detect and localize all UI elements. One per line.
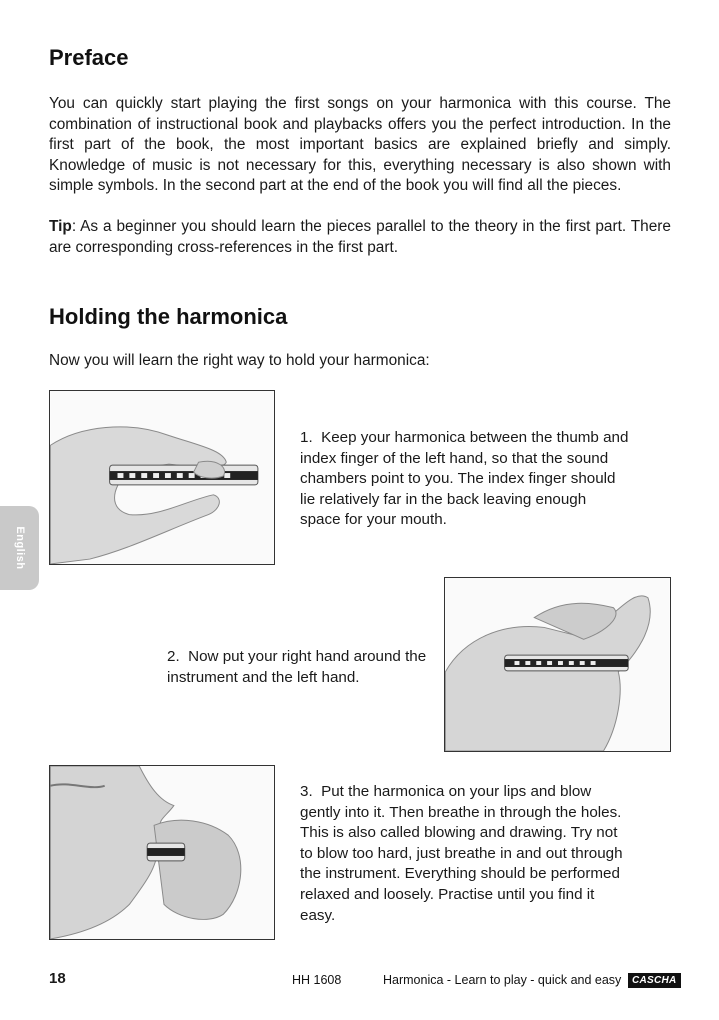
hand-harmonica-illustration [50,391,274,564]
side-tab-label: English [13,526,26,570]
holding-heading: Holding the harmonica [49,304,288,329]
page-number: 18 [49,970,66,987]
photo-playing [49,765,275,940]
holding-intro: Now you will learn the right way to hold your harmonica: [49,352,430,369]
preface-heading: Preface [49,45,129,70]
step-2-text: 2. Now put your right hand around the instrument and the left hand. [167,648,427,686]
preface-paragraph: You can quickly start playing the first songs on your harmonica with this course. The combination of instructional book and playbacks offers you the perfect introduction. In the first part of the book, the most important basics are explained briefly and simply. Knowledge of music is not necessary for this, everything necessary is also shown with simple symbols. In the second part at the end of the book you will find all the pieces. [49,95,671,195]
tip-label: Tip [49,218,72,235]
footer-book-title: Harmonica - Learn to play - quick and easy [383,973,622,987]
step-1-text: 1. Keep your harmonica between the thumb and index finger of the left hand, so that the sound chambers point to you. The index finger should lie relatively far in the back leaving enough space for your mouth. [300,429,629,529]
face-playing-illustration [50,766,274,939]
both-hands-illustration [445,578,670,751]
photo-both-hands-hold [444,577,671,752]
language-side-tab [0,506,39,590]
brand-logo: CASCHA [628,973,681,988]
footer-code: HH 1608 [292,973,342,987]
tip-paragraph [49,217,671,258]
photo-left-hand-hold [49,390,275,565]
step-3-text: 3. Put the harmonica on your lips and blow gently into it. Then breathe in through the holes. This is also called blowing and drawing. Try not to blow too hard, just breathe in and out through the instrument. Everything should be performed relaxed and loosely. Practise until you find it easy. [300,783,623,924]
tip-text: : As a beginner you should learn the pieces parallel to the theory in the first part. There are corresponding cross-references in the first part. [49,218,671,256]
